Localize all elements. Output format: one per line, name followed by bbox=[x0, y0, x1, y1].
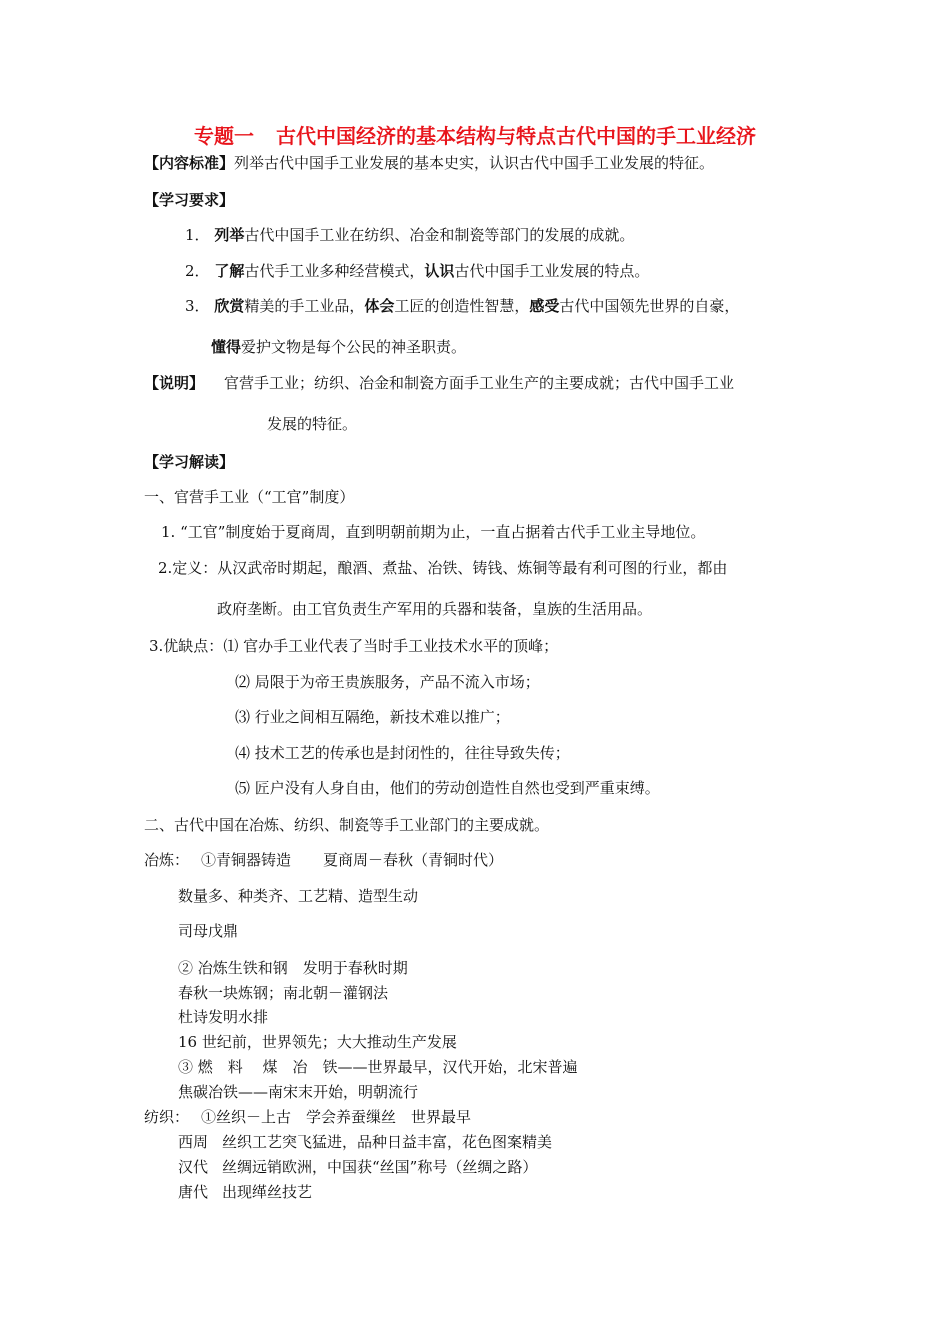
smelting-line: 数量多、种类齐、工艺精、造型生动 bbox=[178, 887, 419, 905]
title-part2: 古代中国经济的基本结构与特点古代中国的手工业经济 bbox=[276, 124, 756, 148]
textile-row-1 bbox=[144, 1107, 471, 1127]
item-text: 古代手工业多种经营模式， bbox=[244, 262, 425, 280]
keyword: 认识 bbox=[424, 262, 455, 280]
explanation bbox=[144, 373, 734, 393]
requirement-item-1 bbox=[185, 225, 634, 245]
smelting-line: 春秋一块炼钢；南北朝－灌钢法 bbox=[178, 984, 389, 1002]
smelting-line: ③ 燃 料 煤 冶 铁——世界最早，汉代开始，北宋普遍 bbox=[178, 1058, 578, 1076]
smelting-row-1 bbox=[144, 850, 503, 870]
learning-requirements-label: 【学习要求】 bbox=[144, 191, 235, 209]
textile-row bbox=[178, 1157, 537, 1177]
silk-weaving: ①丝织－上古 学会养蚕缫丝 世界最早 bbox=[201, 1108, 472, 1126]
explanation-line1: 官营手工业；纺织、冶金和制瓷方面手工业生产的主要成就；古代中国手工业 bbox=[224, 374, 735, 392]
requirement-item-2 bbox=[185, 261, 649, 281]
achievement: 丝绸远销欧洲，中国获“丝国”称号（丝绸之路） bbox=[222, 1158, 538, 1176]
title-part1: 专题一 bbox=[194, 124, 254, 148]
content-standard-text: 列举古代中国手工业发展的基本史实，认识古代中国手工业发展的特征。 bbox=[234, 154, 715, 172]
smelting-label: 冶炼： bbox=[144, 851, 190, 869]
pros-cons-item-1: ⑴ 官办手工业代表了当时手工业技术水平的顶峰； bbox=[223, 637, 559, 655]
study-interpretation-label: 【学习解读】 bbox=[144, 453, 235, 471]
achievement: 出现缂丝技艺 bbox=[222, 1183, 313, 1201]
achievement: 丝织工艺突飞猛进，品种日益丰富，花色图案精美 bbox=[222, 1133, 553, 1151]
section1-point2b: 政府垄断。由工官负责生产军用的兵器和装备，皇族的生活用品。 bbox=[217, 600, 653, 618]
section1-point2a: 2.定义：从汉武帝时期起，酿酒、煮盐、冶铁、铸钱、炼铜等最有利可图的行业，都由 bbox=[158, 559, 728, 577]
requirement-item-3 bbox=[185, 296, 739, 316]
item-text: 精美的手工业品， bbox=[244, 297, 365, 315]
pros-cons-item-5: ⑸ 匠户没有人身自由，他们的劳动创造性自然也受到严重束缚。 bbox=[235, 779, 660, 797]
textile-label: 纺织： bbox=[144, 1108, 190, 1126]
requirement-item-4 bbox=[211, 337, 466, 357]
item-text: 爱护文物是每个公民的神圣职责。 bbox=[241, 338, 467, 356]
era: 唐代 bbox=[178, 1183, 209, 1201]
smelting-line: 焦碳冶铁——南宋末开始，明朝流行 bbox=[178, 1083, 419, 1101]
pros-cons-label: 3.优缺点： bbox=[149, 637, 224, 655]
item-number: 1． bbox=[185, 226, 210, 244]
pros-cons-item-3: ⑶ 行业之间相互隔绝，新技术难以推广； bbox=[235, 708, 510, 726]
item-text: 古代中国手工业在纺织、冶金和制瓷等部门的发展的成就。 bbox=[244, 226, 635, 244]
keyword: 欣赏 bbox=[214, 297, 245, 315]
pros-cons-item-4: ⑷ 技术工艺的传承也是封闭性的，往往导致失传； bbox=[235, 744, 570, 762]
item-number: 2． bbox=[185, 262, 210, 280]
pros-cons-item-2: ⑵ 局限于为帝王贵族服务，产品不流入市场； bbox=[235, 673, 540, 691]
item-text: 古代中国领先世界的自豪， bbox=[559, 297, 740, 315]
smelting-line: 司母戊鼎 bbox=[178, 922, 239, 940]
bronze-casting: ①青铜器铸造 bbox=[201, 851, 292, 869]
explanation-label: 【说明】 bbox=[144, 374, 205, 392]
item-text: 工匠的创造性智慧， bbox=[394, 297, 530, 315]
keyword: 体会 bbox=[364, 297, 395, 315]
bronze-age: 夏商周－春秋（青铜时代） bbox=[323, 851, 504, 869]
content-standard-label: 【内容标准】 bbox=[144, 154, 235, 172]
keyword: 感受 bbox=[529, 297, 560, 315]
section2-heading: 二、古代中国在冶炼、纺织、制瓷等手工业部门的主要成就。 bbox=[144, 816, 550, 834]
textile-row bbox=[178, 1132, 552, 1152]
explanation-line2: 发展的特征。 bbox=[267, 415, 358, 433]
textile-row bbox=[178, 1182, 312, 1202]
keyword: 列举 bbox=[214, 226, 245, 244]
era: 西周 bbox=[178, 1133, 209, 1151]
item-text: 古代中国手工业发展的特点。 bbox=[454, 262, 650, 280]
section1-point1: 1. “工官”制度始于夏商周，直到明朝前期为止，一直占据着古代手工业主导地位。 bbox=[161, 523, 706, 541]
document-title bbox=[0, 122, 950, 150]
keyword: 懂得 bbox=[211, 338, 242, 356]
section1-point3 bbox=[149, 636, 558, 656]
keyword: 了解 bbox=[214, 262, 245, 280]
era: 汉代 bbox=[178, 1158, 209, 1176]
item-number: 3． bbox=[185, 297, 210, 315]
smelting-line: 16 世纪前，世界领先；大大推动生产发展 bbox=[178, 1033, 457, 1051]
content-standard bbox=[144, 153, 714, 173]
smelting-line: 杜诗发明水排 bbox=[178, 1008, 269, 1026]
section1-heading: 一、官营手工业（“工官”制度） bbox=[144, 488, 355, 506]
smelting-line: ② 冶炼生铁和钢 发明于春秋时期 bbox=[178, 959, 408, 977]
